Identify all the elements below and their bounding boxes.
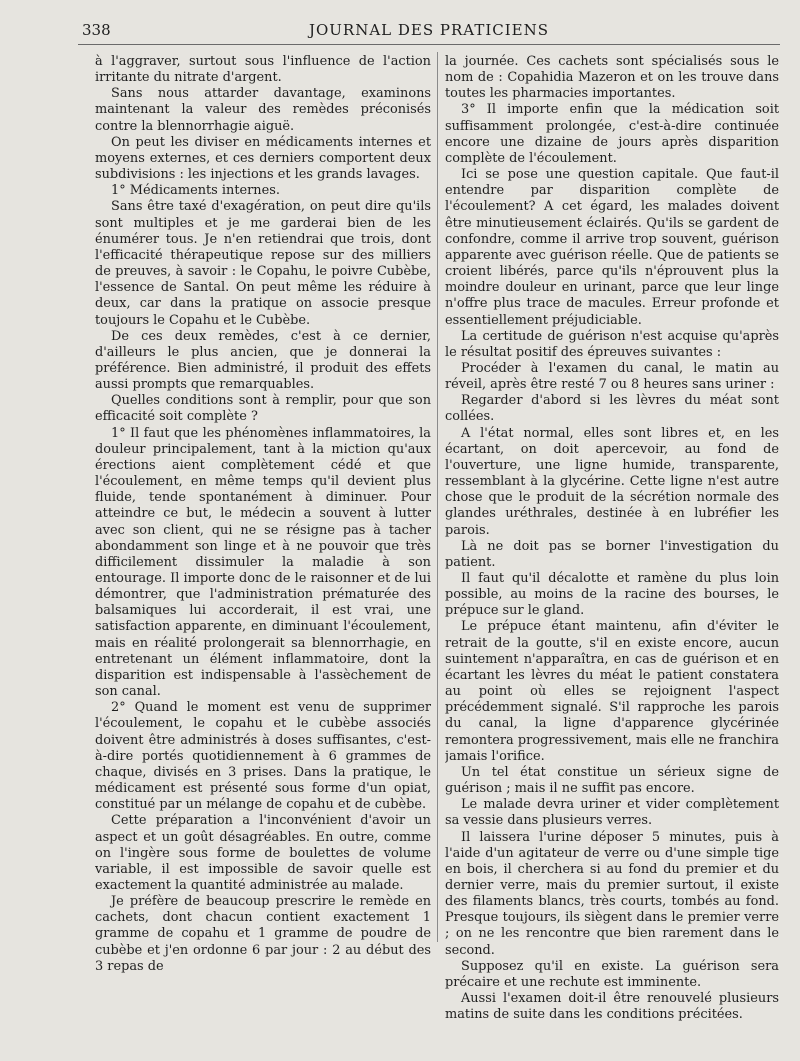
- paragraph: Il faut qu'il décalotte et ramène du plus loin possible, au moins de la racine des bourses, le prépuce sur le gland.: [445, 571, 779, 619]
- paragraph: Supposez qu'il en existe. La guérison sera précaire et une rechute est imminente.: [445, 958, 779, 990]
- paragraph: Le prépuce étant maintenu, afin d'éviter le retrait de la goutte, s'il en existe encore, aucun suintement n'apparaîtra, en cas de guérison et en écartant les lèvres du méat le patient constatera au point où elles se rejoignent l'aspect précédemment signalé. S'il rapproche les parois du canal, la ligne d'apparence glycérinée remontera progressivement, mais elle ne franchira jamais l'orifice.: [445, 619, 779, 764]
- left-column: [95, 54, 431, 1054]
- paragraph: Là ne doit pas se borner l'investigation du patient.: [445, 538, 779, 570]
- paragraph: 2° Quand le moment est venu de supprimer l'écoulement, le copahu et le cubèbe associés doivent être administrés à doses suffisantes, c'est-à-dire portés quotidiennement à 6 grammes de chaque, divisés en 3 prises. Dans la pratique, le médicament est présenté sous forme d'un opiat, constitué par un mélange de copahu et de cubèbe.: [95, 700, 431, 813]
- paragraph: La certitude de guérison n'est acquise qu'après le résultat positif des épreuves suivantes :: [445, 328, 779, 360]
- paragraph: A l'état normal, elles sont libres et, en les écartant, on doit apercevoir, au fond de l'ouverture, une ligne humide, transparente, ressemblant à la glycérine. Cette ligne n'est autre chose que le produit de la sécrétion normale des glandes uréthrales, destinée à en lubréfier les parois.: [445, 425, 779, 538]
- page-number: 338: [82, 21, 111, 39]
- journal-title: JOURNAL DES PRATICIENS: [308, 21, 550, 39]
- section-heading: 1° Médicaments internes.: [111, 183, 280, 199]
- column-divider: [437, 52, 438, 942]
- paragraph: Aussi l'examen doit-il être renouvelé plusieurs matins de suite dans les conditions précitées.: [445, 991, 779, 1023]
- paragraph: Un tel état constitue un sérieux signe de guérison ; mais il ne suffit pas encore.: [445, 764, 779, 797]
- running-header: [78, 18, 780, 45]
- paragraph: Procéder à l'examen du canal, le matin au réveil, après être resté 7 ou 8 heures sans uriner :: [445, 360, 779, 393]
- paragraph: 3° Il importe enfin que la médication soit suffisamment prolongée, c'est-à-dire continuée encore une dizaine de jours après disparition complète de l'écoulement.: [445, 102, 779, 166]
- paragraph: 1° Il faut que les phénomènes inflammatoires, la douleur principalement, tant à la miction qu'aux érections aient complètement cédé et que l'écoulement, en même temps qu'il devient plus fluide, tende spontanément à diminuer. Pour atteindre ce but, le médecin a souvent à lutter avec son client, qui ne se résigne pas à tacher abondamment son linge et à ne pouvoir que très difficilement dissimuler la maladie à son entourage. Il importe donc de le raisonner et de lui démontrer, que l'administration prématurée des balsamiques lui accorderait, il est vrai, une satisfaction apparente, en diminuant l'écoulement, mais en réalité prolongerait sa blennorrhagie, en entretenant un élément inflammatoire, dont la disparition est indispensable à l'assèchement de son canal.: [95, 425, 431, 700]
- paragraph: Je préfère de beaucoup prescrire le remède en cachets, dont chacun contient exactement 1 gramme de copahu et 1 gramme de poudre de cubèbe et j'en ordonne 6 par jour : 2 au début des 3 repas de: [95, 894, 431, 974]
- paragraph: Cette préparation a l'inconvénient d'avoir un aspect et un goût désagréables. En outre, comme on l'ingère sous forme de boulettes de volume variable, il est impossible de savoir quelle est exactement la quantité administrée au malade.: [95, 813, 431, 893]
- paragraph: Le malade devra uriner et vider complètement sa vessie dans plusieurs verres.: [445, 797, 779, 829]
- paragraph: On peut les diviser en médicaments internes et moyens externes, et ces derniers comportent deux subdivisions : les injections et les grands lavages.: [95, 134, 431, 183]
- paragraph: Quelles conditions sont à remplir, pour que son efficacité soit complète ?: [95, 393, 431, 425]
- paragraph: la journée. Ces cachets sont spécialisés sous le nom de : Copahidia Mazeron et on les trouve dans toutes les pharmacies importantes.: [445, 54, 779, 102]
- paragraph: Il laissera l'urine déposer 5 minutes, puis à l'aide d'un agitateur de verre ou d'une simple tige en bois, il cherchera si au fond du premier et du dernier verre, mais du premier surtout, il existe des filaments blancs, très courts, tombés au fond. Presque toujours, ils siègent dans le premier verre ; on ne les rencontre que bien rarement dans le second.: [445, 829, 779, 958]
- paragraph: Sans être taxé d'exagération, on peut dire qu'ils sont multiples et je me garderai bien de les énumérer tous. Je n'en retiendrai que trois, dont l'efficacité thérapeutique repose sur des milliers de preuves, à savoir : le Copahu, le poivre Cubèbe, l'essence de Santal. On peut même les réduire à deux, car dans la pratique on associe presque toujours le Copahu et le Cubèbe.: [95, 199, 431, 328]
- paragraph: Ici se pose une question capitale. Que faut-il entendre par disparition complète de l'écoulement? A cet égard, les malades doivent être minutieusement éclairés. Qu'ils se gardent de confondre, comme il arrive trop souvent, guérison apparente avec guérison réelle. Que de patients se croient libérés, parce qu'ils n'éprouvent plus la moindre douleur en urinant, parce que leur linge n'offre plus trace de macules. Erreur profonde et essentiellement préjudiciable.: [445, 167, 779, 328]
- paragraph: Sans nous attarder davantage, examinons maintenant la valeur des remèdes préconisés contre la blennorrhagie aiguë.: [95, 86, 431, 134]
- paragraph: à l'aggraver, surtout sous l'influence de l'action irritante du nitrate d'argent.: [95, 54, 431, 86]
- right-column: [445, 54, 779, 1054]
- paragraph: Regarder d'abord si les lèvres du méat sont collées.: [445, 393, 779, 425]
- paragraph: De ces deux remèdes, c'est à ce dernier, d'ailleurs le plus ancien, que je donnerai la préférence. Bien administré, il produit des effets aussi prompts que remarquables.: [95, 328, 431, 393]
